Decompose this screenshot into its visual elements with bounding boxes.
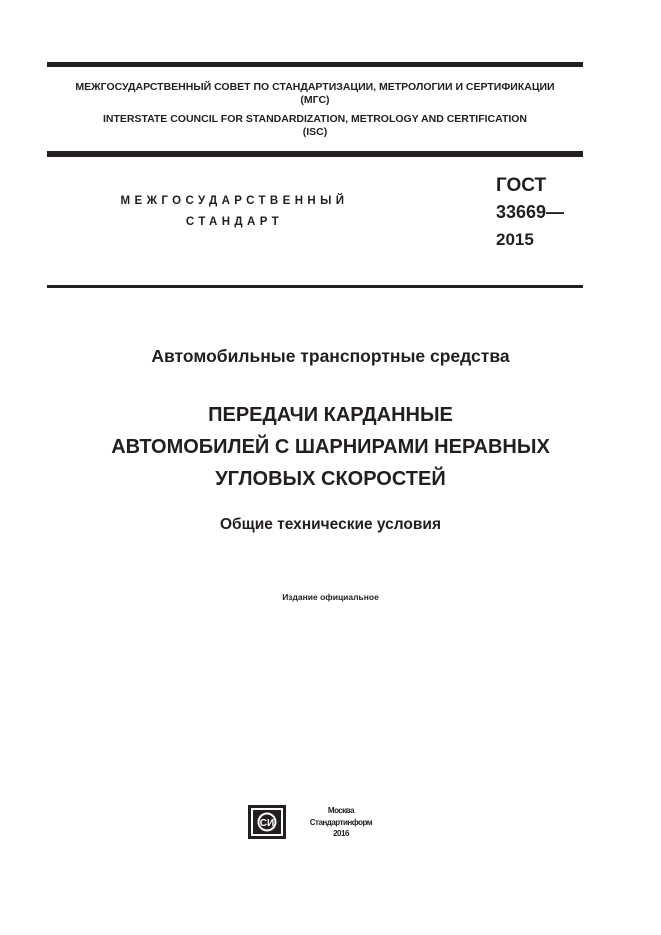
council-en-abbr: (ISC) — [302, 126, 328, 138]
standard-type — [112, 191, 357, 233]
standard-type-line1: МЕЖГОСУДАРСТВЕННЫЙ — [120, 195, 349, 207]
document-subtitle: Общие технические условия — [220, 516, 441, 533]
edition-note: Издание официальное — [282, 592, 379, 602]
title-line-1: ПЕРЕДАЧИ КАРДАННЫЕ — [208, 404, 453, 426]
middle-rule — [47, 151, 583, 157]
top-rule — [47, 62, 583, 67]
bottom-rule — [47, 285, 583, 288]
publisher-block — [248, 805, 388, 839]
publisher-text — [294, 805, 388, 840]
council-ru — [47, 81, 583, 107]
document-subject: Автомобильные транспортные средства — [151, 346, 510, 366]
document-title — [0, 399, 661, 495]
gost-label: ГОСТ — [496, 175, 547, 196]
council-ru-abbr: (МГС) — [300, 94, 330, 106]
gost-number: 33669— — [496, 202, 565, 222]
council-ru-name: МЕЖГОСУДАРСТВЕННЫЙ СОВЕТ ПО СТАНДАРТИЗАЦИИ, МЕТРОЛОГИИ И СЕРТИФИКАЦИИ — [75, 81, 555, 93]
publisher-city: Москва — [327, 806, 355, 815]
standard-type-line2: СТАНДАРТ — [185, 216, 284, 228]
publisher-year: 2016 — [333, 829, 349, 838]
publisher-name: Стандартинформ — [309, 817, 373, 827]
standartinform-logo-icon — [248, 805, 286, 839]
gost-year: 2015 — [496, 230, 534, 249]
title-line-3: УГЛОВЫХ СКОРОСТЕЙ — [215, 468, 446, 490]
council-en-name: INTERSTATE COUNCIL FOR STANDARDIZATION, METROLOGY AND CERTIFICATION — [102, 113, 528, 125]
logo-text: СИ — [259, 818, 275, 829]
council-en — [47, 113, 583, 139]
gost-designation — [496, 172, 564, 253]
title-line-2: АВТОМОБИЛЕЙ С ШАРНИРАМИ НЕРАВНЫХ — [111, 436, 550, 458]
